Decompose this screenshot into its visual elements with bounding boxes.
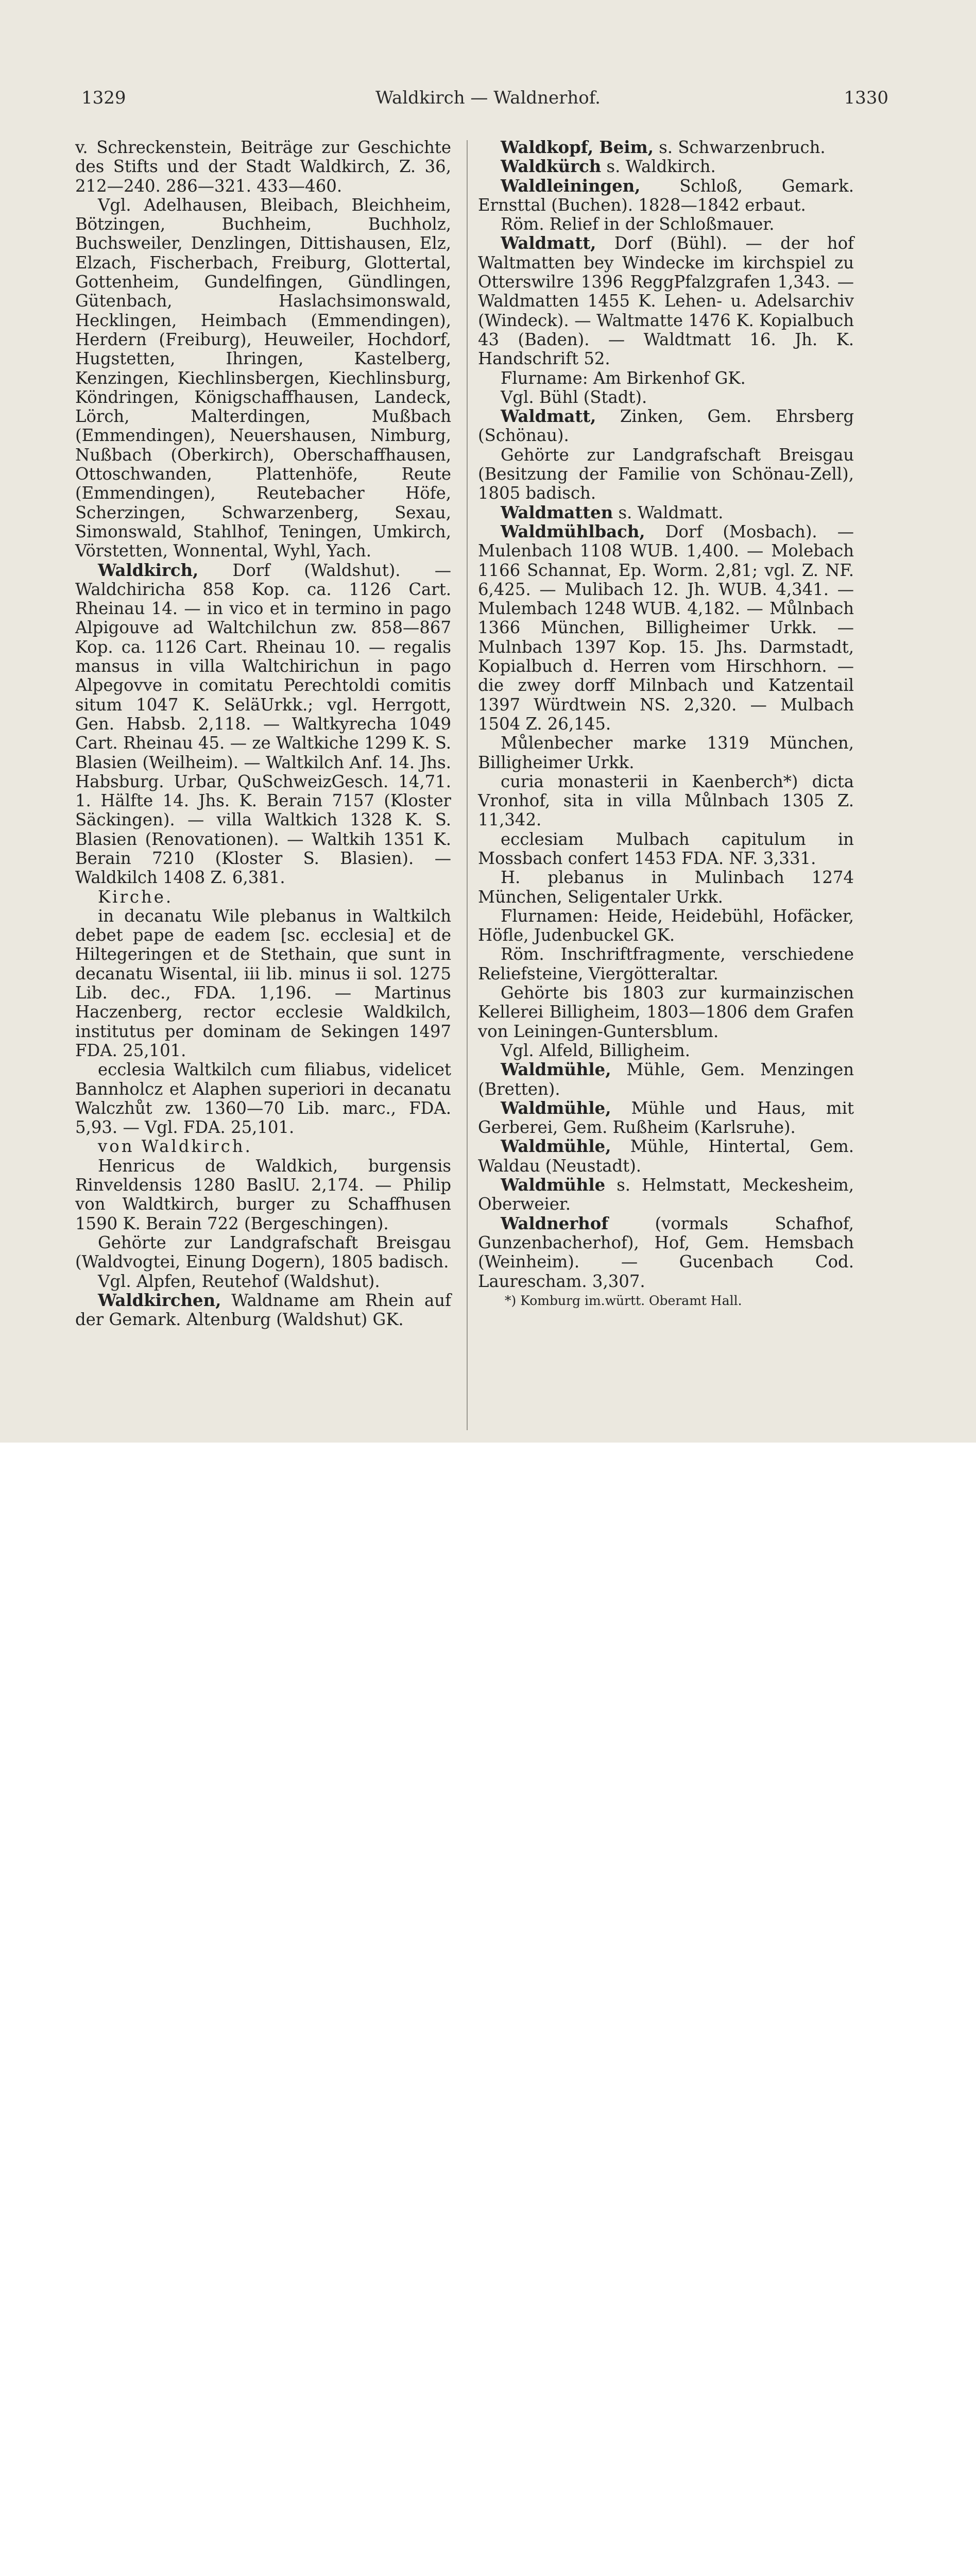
paragraph: curia monasterii in Kaenberch*) dicta Vronhof, sita in villa Můlnbach 1305 Z. 11,342. bbox=[478, 771, 854, 830]
entry-text: s. Waldkirch. bbox=[601, 157, 716, 177]
running-header bbox=[0, 88, 976, 113]
entry-text: Zinken, Gem. Ehrsberg (Schönau). bbox=[478, 406, 854, 446]
dictionary-entry bbox=[478, 1176, 854, 1214]
entry-headword: Waldmühle, bbox=[501, 1060, 611, 1080]
entry-text: Mühle, Gem. Menzingen (Bretten). bbox=[478, 1060, 854, 1099]
entry-headword: Waldkürch bbox=[501, 157, 602, 177]
entry-text: Waldname am Rhein auf der Gemark. Altenburg (Waldshut) GK. bbox=[75, 1290, 451, 1330]
dictionary-entry bbox=[478, 522, 854, 734]
paragraph: in decanatu Wile plebanus in Waltkilch debet pape de eadem [sc. ecclesia] et de Hiltegeringen et de Stethain, que sunt in decanatu Wisental, iii lib. minus ii sol. 1275 Lib. dec., FDA. 1,196. — Martinus Haczenberg, rector ecclesie Waldkilch, institutus per dominam de Sekingen 1497 FDA. 25,101. bbox=[75, 906, 451, 1060]
entry-headword: Waldmühle bbox=[501, 1175, 606, 1195]
dictionary-entry bbox=[478, 407, 854, 446]
paragraph: H. plebanus in Mulinbach 1274 München, Seligentaler Urkk. bbox=[478, 868, 854, 907]
entry-headword: Waldmühlbach, bbox=[501, 521, 645, 541]
paragraph: Flurnamen: Heide, Heidebühl, Hofäcker, Höfle, Judenbuckel GK. bbox=[478, 906, 854, 945]
viewer-footer bbox=[0, 1443, 976, 1509]
section-label: von Waldkirch. bbox=[98, 1137, 252, 1157]
entry-headword: Waldmühle, bbox=[501, 1098, 611, 1118]
paragraph: Vgl. Adelhausen, Bleibach, Bleichheim, Bötzingen, Buchheim, Buchholz, Buchsweiler, Denzlingen, Dittishausen, Elz, Elzach, Fischerbach, Freiburg, Glottertal, Gottenheim, Gundelfingen, Gündlingen, Gütenbach, Haslachsimonswald, Hecklingen, Heimbach (Emmendingen), Herdern (Freiburg), Heuweiler, Hochdorf, Hugstetten, Ihringen, Kastelberg, Kenzingen, Kiechlinsbergen, Kiechlinsburg, Köndringen, Königschaffhausen, Landeck, Lörch, Malterdingen, Mußbach (Emmendingen), Neuershausen, Nimburg, Nußbach (Oberkirch), Oberschaffhausen, Ottoschwanden, Plattenhöfe, Reute (Emmendingen), Reutebacher Höfe, Scherzingen, Schwarzenberg, Sexau, Simonswald, Stahlhof, Teningen, Umkirch, Vörstetten, Wonnental, Wyhl, Yach. bbox=[75, 195, 451, 561]
dictionary-entry bbox=[478, 177, 854, 215]
entry-text: Mühle, Hintertal, Gem. Waldau (Neustadt). bbox=[478, 1137, 854, 1176]
dictionary-entry bbox=[478, 1060, 854, 1099]
entry-headword: Waldkirch, bbox=[98, 560, 199, 580]
paragraph: Flurname: Am Birkenhof GK. bbox=[501, 368, 746, 388]
dictionary-entry bbox=[75, 561, 451, 888]
entry-text: s. Helmstatt, Meckesheim, Oberweier. bbox=[478, 1175, 854, 1214]
right-page-number: 1330 bbox=[844, 88, 888, 108]
entry-text: Mühle und Haus, mit Gerberei, Gem. Rußheim (Karlsruhe). bbox=[478, 1098, 854, 1138]
running-title: Waldkirch — Waldnerhof. bbox=[375, 88, 601, 108]
paragraph: Gehörte bis 1803 zur kurmainzischen Kellerei Billigheim, 1803—1806 dem Grafen von Leiningen-Guntersblum. bbox=[478, 983, 854, 1041]
paragraph: Gehörte zur Landgrafschaft Breisgau (Waldvogtei, Einung Dogern), 1805 badisch. bbox=[75, 1232, 451, 1272]
entry-text: s. Schwarzenbruch. bbox=[653, 138, 826, 157]
entry-headword: Waldnerhof bbox=[501, 1213, 609, 1233]
entry-headword: Waldleiningen, bbox=[501, 176, 641, 196]
entry-text: (vormals Schafhof, Gunzenbacherhof), Hof, Gem. Hemsbach (Weinheim). — Gucenbach Cod. Laurescham. 3,307. bbox=[478, 1213, 854, 1291]
paragraph: Vgl. Alpfen, Reutehof (Waldshut). bbox=[98, 1271, 380, 1291]
paragraph: Můlenbecher marke 1319 München, Billigheimer Urkk. bbox=[478, 733, 854, 772]
column-divider bbox=[467, 140, 468, 1430]
dictionary-entry bbox=[478, 157, 854, 176]
dictionary-entry bbox=[478, 1214, 854, 1291]
entry-text: Dorf (Bühl). — der hof Waltmatten bey Windecke im kirchspiel zu Otterswilre 1396 ReggPfalzgrafen 1,343. — Waldmatten 1455 K. Lehen- u. Adelsarchiv (Windeck). — Waltmatte 1476 K. Kopialbuch 43 (Baden). — Waldtmatt 16. Jh. K. Handschrift 52. bbox=[478, 233, 854, 369]
left-page-number: 1329 bbox=[81, 88, 126, 108]
dictionary-entry bbox=[478, 503, 854, 522]
entry-text: Schloß, Gemark. Ernsttal (Buchen). 1828—1842 erbaut. bbox=[478, 176, 854, 215]
dictionary-entry bbox=[75, 1291, 451, 1330]
paragraph: v. Schreckenstein, Beiträge zur Geschichte des Stifts und der Stadt Waldkirch, Z. 36, 212—240. 286—321. 433—460. bbox=[75, 138, 451, 196]
right-column bbox=[478, 138, 854, 1291]
entry-headword: Waldkopf, Beim, bbox=[501, 138, 654, 157]
paragraph: ecclesia Waltkilch cum filiabus, videlicet Bannholcz et Alaphen superiori in decanatu Walczhůt zw. 1360—70 Lib. marc., FDA. 5,93. — Vgl. FDA. 25,101. bbox=[75, 1060, 451, 1138]
dictionary-entry bbox=[478, 234, 854, 368]
entry-headword: Waldmatt, bbox=[501, 233, 596, 253]
paragraph: Röm. Relief in der Schloßmauer. bbox=[501, 214, 775, 234]
entry-headword: Waldmatt, bbox=[501, 406, 596, 427]
entry-text: Dorf (Waldshut). — Waldchiricha 858 Kop. ca. 1126 Cart. Rheinau 14. — in vico et in termino in pago Alpigouve ad Waltchilchun zw. 858—867 Kop. ca. 1126 Cart. Rheinau 10. — regalis mansus in villa Waltchirichun in pago Alpegovve in comitatu Perechtoldi comitis situm 1047 K. SeläUrkk.; vgl. Herrgott, Gen. Habsb. 2,118. — Waltkyrecha 1049 Cart. Rheinau 45. — ze Waltkiche 1299 K. S. Blasien (Weilheim). — Waltkilch Anf. 14. Jhs. Habsburg. Urbar, QuSchweizGesch. 14,71. 1. Hälfte 14. Jhs. K. Berain 7157 (Kloster Säckingen). — villa Waltkich 1328 K. S. Blasien (Renovationen). — Waltkih 1351 K. Berain 7210 (Kloster S. Blasien). — Waldkilch 1408 Z. 6,381. bbox=[75, 560, 451, 888]
paragraph: Gehörte zur Landgrafschaft Breisgau (Besitzung der Familie von Schönau-Zell), 1805 badisch. bbox=[478, 445, 854, 503]
dictionary-entry bbox=[478, 1099, 854, 1138]
entry-headword: Waldmühle, bbox=[501, 1137, 611, 1157]
entry-text: Dorf (Mosbach). — Mulenbach 1108 WUB. 1,400. — Molebach 1166 Schannat, Ep. Worm. 2,81; vgl. Z. NF. 6,425. — Mulibach 12. Jh. WUB. 4,341. — Mulembach 1248 WUB. 4,182. — Můlnbach 1366 München, Billigheimer Urkk. — Mulnbach 1397 Kop. 15. Jhs. Darmstadt, Kopialbuch d. Herren vom Hirschhorn. — die zwey dorff Milnbach und Katzentail 1397 Würdtwein NS. 2,320. — Mulbach 1504 Z. 26,145. bbox=[478, 521, 854, 734]
paragraph: ecclesiam Mulbach capitulum in Mossbach confert 1453 FDA. NF. 3,331. bbox=[478, 829, 854, 868]
paragraph: Röm. Inschriftfragmente, verschiedene Reliefsteine, Viergötteraltar. bbox=[478, 944, 854, 984]
paragraph: Vgl. Alfeld, Billigheim. bbox=[501, 1040, 690, 1060]
dictionary-entry bbox=[478, 138, 854, 157]
entry-text: s. Waldmatt. bbox=[613, 502, 724, 522]
paragraph: Vgl. Bühl (Stadt). bbox=[501, 387, 647, 407]
footnote: *) Komburg im.württ. Oberamt Hall. bbox=[505, 1293, 742, 1308]
entry-headword: Waldmatten bbox=[501, 502, 613, 522]
entry-headword: Waldkirchen, bbox=[98, 1290, 221, 1310]
dictionary-entry bbox=[478, 1137, 854, 1176]
paragraph: Henricus de Waldkich, burgensis Rinveldensis 1280 BaslU. 2,174. — Philip von Waldtkirch, burger zu Schaffhusen 1590 K. Berain 722 (Bergeschingen). bbox=[75, 1156, 451, 1233]
left-column bbox=[75, 138, 451, 1329]
section-label: Kirche. bbox=[98, 887, 174, 907]
